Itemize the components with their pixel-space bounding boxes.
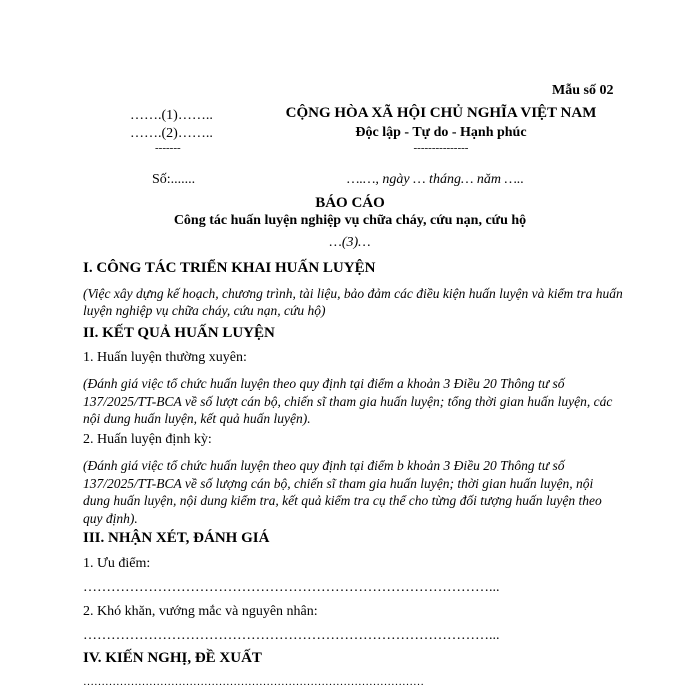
section-3-item-2-dots: ……………………………………………………………………………... — [83, 628, 500, 643]
org-line-1: …….(1)…….. — [130, 108, 213, 123]
section-1-note: (Việc xây dựng kế hoạch, chương trình, tài liệu, bảo đảm các điều kiện huấn luyện và kiểm tra huấn luyện nghiệp vụ chữa cháy, cứu nạn, cứu hộ) — [83, 286, 623, 318]
motto-rule: --------------- — [413, 142, 469, 154]
section-3-item-1: 1. Ưu điểm: — [83, 556, 151, 571]
section-2-item-1: 1. Huấn luyện thường xuyên: — [83, 350, 247, 365]
document-subtitle: Công tác huấn luyện nghiệp vụ chữa cháy, cứu nạn, cứu hộ — [173, 213, 527, 228]
reference-number: Số:....... — [152, 172, 196, 187]
country-name: CỘNG HÒA XÃ HỘI CHỦ NGHĨA VIỆT NAM — [285, 105, 597, 121]
section-3-item-1-dots: ……………………………………………………………………………... — [83, 580, 500, 595]
form-number: Mẫu số 02 — [552, 83, 614, 98]
national-motto: Độc lập - Tự do - Hạnh phúc — [355, 125, 527, 140]
section-2-item-2: 2. Huấn luyện định kỳ: — [83, 432, 212, 447]
section-2-item-1-note: (Đánh giá việc tổ chức huấn luyện theo quy định tại điểm a khoản 3 Điều 20 Thông tư số 137/2025/TT-BCA về số lượt cán bộ, chiến sĩ tham gia huấn luyện; tổng thời gian huấn luyện, các nội dung huấn luyện, kết quả huấn luyện). — [83, 376, 613, 426]
org-rule: ------- — [155, 142, 181, 154]
document-title: BÁO CÁO — [315, 195, 385, 211]
section-3-item-2: 2. Khó khăn, vướng mắc và nguyên nhân: — [83, 604, 318, 619]
section-4-dots: ………………………………………………………………………………… — [83, 676, 424, 688]
section-2-item-2-note: (Đánh giá việc tổ chức huấn luyện theo quy định tại điểm b khoản 3 Điều 20 Thông tư số 137/2025/TT-BCA về số lượng cán bộ, chiến sĩ tham gia huấn luyện; thời gian huấn luyện, nội dung huấn luyện, nội dung kiểm tra, kết quả kiểm tra cụ thể cho từng đối tượng huấn luyện theo quy định). — [83, 458, 602, 526]
section-1-heading: I. CÔNG TÁC TRIỂN KHAI HUẤN LUYỆN — [83, 260, 376, 276]
date-line: ….…, ngày … tháng… năm ….. — [347, 172, 524, 187]
section-4-heading: IV. KIẾN NGHỊ, ĐỀ XUẤT — [83, 650, 262, 666]
section-3-heading: III. NHẬN XÉT, ĐÁNH GIÁ — [83, 530, 270, 546]
org-line-2: …….(2)…….. — [130, 126, 213, 141]
section-2-heading: II. KẾT QUẢ HUẤN LUYỆN — [83, 325, 275, 341]
subtitle-placeholder: …(3)… — [329, 235, 371, 250]
